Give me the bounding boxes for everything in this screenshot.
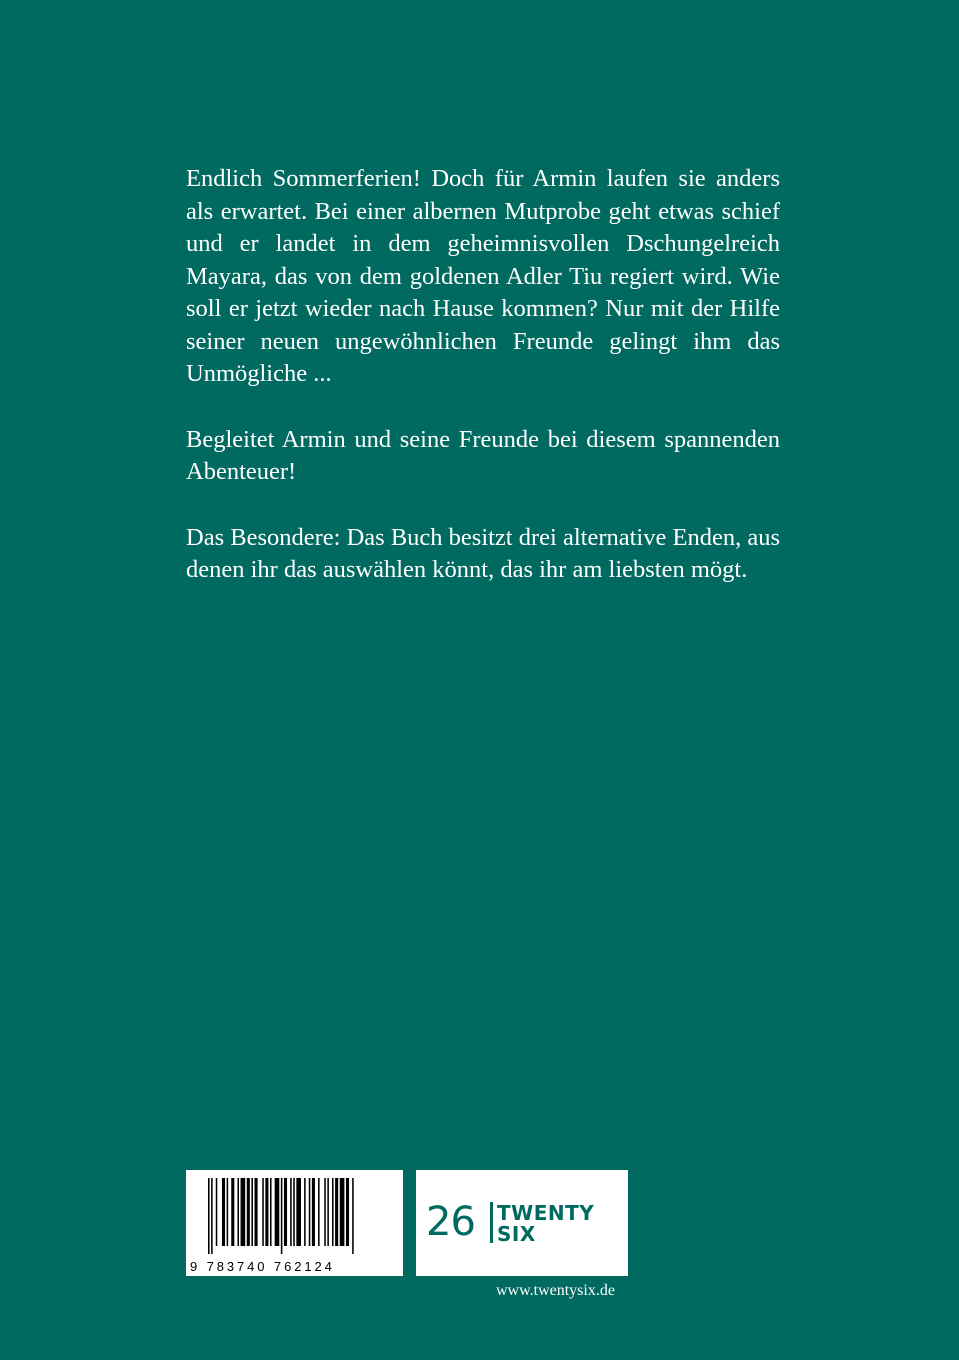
- logo-number: 26: [426, 1199, 475, 1245]
- barcode-bar: [247, 1178, 250, 1246]
- barcode-bars: [208, 1178, 384, 1254]
- barcode-bar: [296, 1178, 301, 1246]
- barcode-bar: [281, 1178, 283, 1254]
- logo-word-twenty: TWENTY: [497, 1201, 595, 1225]
- barcode-bar: [275, 1178, 280, 1246]
- logo-word-six: SIX: [497, 1222, 536, 1246]
- barcode-bar: [304, 1178, 306, 1246]
- barcode-bar: [208, 1178, 210, 1254]
- barcode-bar: [327, 1178, 329, 1246]
- publisher-website: www.twentysix.de: [496, 1282, 615, 1299]
- barcode-bar: [216, 1178, 218, 1246]
- isbn-digits: 9 783740 762124: [190, 1259, 335, 1274]
- barcode-bar: [227, 1178, 229, 1246]
- isbn-barcode: [186, 1170, 403, 1276]
- blurb-paragraph-3: Das Besondere: Das Buch besitzt drei alternative Enden, aus denen ihr das auswählen könnt, das ihr am liebsten mögt.: [186, 523, 780, 583]
- blurb-paragraph-1: Endlich Sommerferien! Doch für Armin laufen sie anders als erwartet. Bei einer albernen Mutprobe geht etwas schief und er landet in dem geheimnisvollen Dschungelreich Mayara, das von dem goldenen Adler Tiu regiert wird. Wie soll er jetzt wieder nach Hause kommen? Nur mit der Hilfe seiner neuen ungewöhnlichen Freunde gelingt ihm das Unmögliche ...: [186, 165, 780, 387]
- logo-divider: [490, 1202, 493, 1243]
- barcode-bar: [270, 1178, 272, 1246]
- barcode-bar: [255, 1178, 258, 1246]
- publisher-logo: [416, 1170, 628, 1276]
- back-cover-blurb: [186, 163, 780, 587]
- barcode-bar: [222, 1178, 225, 1246]
- barcode-bar: [340, 1178, 345, 1246]
- barcode-bar: [237, 1178, 239, 1246]
- barcode-bar: [352, 1178, 354, 1254]
- barcode-bar: [284, 1178, 287, 1246]
- barcode-bar: [251, 1178, 253, 1246]
- barcode-bar: [211, 1178, 213, 1254]
- barcode-bar: [293, 1178, 295, 1246]
- barcode-bar: [290, 1178, 292, 1246]
- barcode-bar: [324, 1178, 326, 1246]
- barcode-bar: [241, 1178, 246, 1246]
- barcode-bar: [231, 1178, 234, 1246]
- barcode-bar: [265, 1178, 268, 1246]
- barcode-bar: [335, 1178, 338, 1246]
- barcode-bar: [309, 1178, 311, 1246]
- blurb-paragraph-2: Begleitet Armin und seine Freunde bei diesem spannenden Abenteuer!: [186, 425, 780, 485]
- barcode-bar: [262, 1178, 264, 1246]
- barcode-bar: [346, 1178, 349, 1246]
- barcode-bar: [318, 1178, 320, 1246]
- barcode-bar: [332, 1178, 334, 1246]
- barcode-bar: [312, 1178, 315, 1246]
